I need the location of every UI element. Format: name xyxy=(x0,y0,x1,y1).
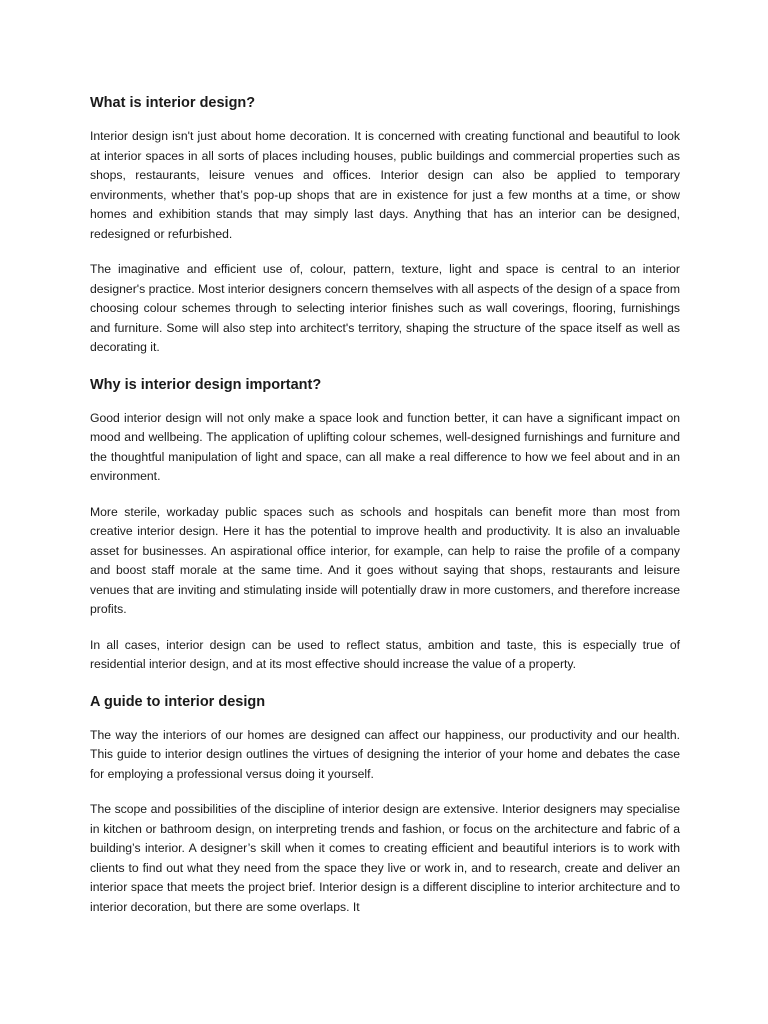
section-heading-what-is-interior-design: What is interior design? xyxy=(90,95,256,111)
paragraph: The scope and possibilities of the discipline of interior design are extensive. Interior designers may specialise in kitchen or bathroom design, on interpreting trends and fashion, or focus on the architecture and fabric of a building’s interior. A designer’s skill when it comes to creating efficient and beautiful interiors is to work with clients to find out what they need from the space they live or work in, and to research, create and deliver an interior space that meets the project brief. Interior design is a different discipline to interior architecture and to interior decoration, but there are some overlaps. It xyxy=(90,802,680,914)
paragraph: Interior design isn't just about home decoration. It is concerned with creating functional and beautiful to look at interior spaces in all sorts of places including houses, public buildings and commercial properties such as shops, restaurants, leisure venues and offices. Interior design can also be applied to temporary environments, whether that’s pop-up shops that are in existence for just a few months at a time, or show homes and exhibition stands that may simply last days. Anything that has an interior can be designed, redesigned or refurbished. xyxy=(90,129,680,241)
paragraph: The imaginative and efficient use of, colour, pattern, texture, light and space is central to an interior designer's practice. Most interior designers concern themselves with all aspects of the design of a space from choosing colour schemes through to selecting interior finishes such as wall coverings, flooring, furnishings and furniture. Some will also step into architect's territory, shaping the structure of the space itself as well as decorating it. xyxy=(90,262,680,354)
document-page xyxy=(90,92,680,917)
paragraph: More sterile, workaday public spaces such as schools and hospitals can benefit more than most from creative interior design. Here it has the potential to improve health and productivity. It is also an invaluable asset for businesses. An aspirational office interior, for example, can help to raise the profile of a company and boost staff morale at the same time. And it goes without saying that shops, restaurants and leisure venues that are inviting and stimulating inside will potentially draw in more customers, and therefore increase profits. xyxy=(90,504,680,616)
section-heading-guide: A guide to interior design xyxy=(90,693,266,710)
paragraph: Good interior design will not only make a space look and function better, it can have a significant impact on mood and wellbeing. The application of uplifting colour schemes, well-designed furnishings and furniture and the thoughtful manipulation of light and space, can all make a real difference to how we feel about and in an environment. xyxy=(90,410,680,483)
section-heading-why-important: Why is interior design important? xyxy=(90,376,322,393)
paragraph: The way the interiors of our homes are designed can affect our happiness, our productivity and our health. This guide to interior design outlines the virtues of designing the interior of your home and debates the case for employing a professional versus doing it yourself. xyxy=(90,727,680,781)
paragraph: In all cases, interior design can be used to reflect status, ambition and taste, this is especially true of residential interior design, and at its most effective should increase the value of a property. xyxy=(90,637,680,671)
